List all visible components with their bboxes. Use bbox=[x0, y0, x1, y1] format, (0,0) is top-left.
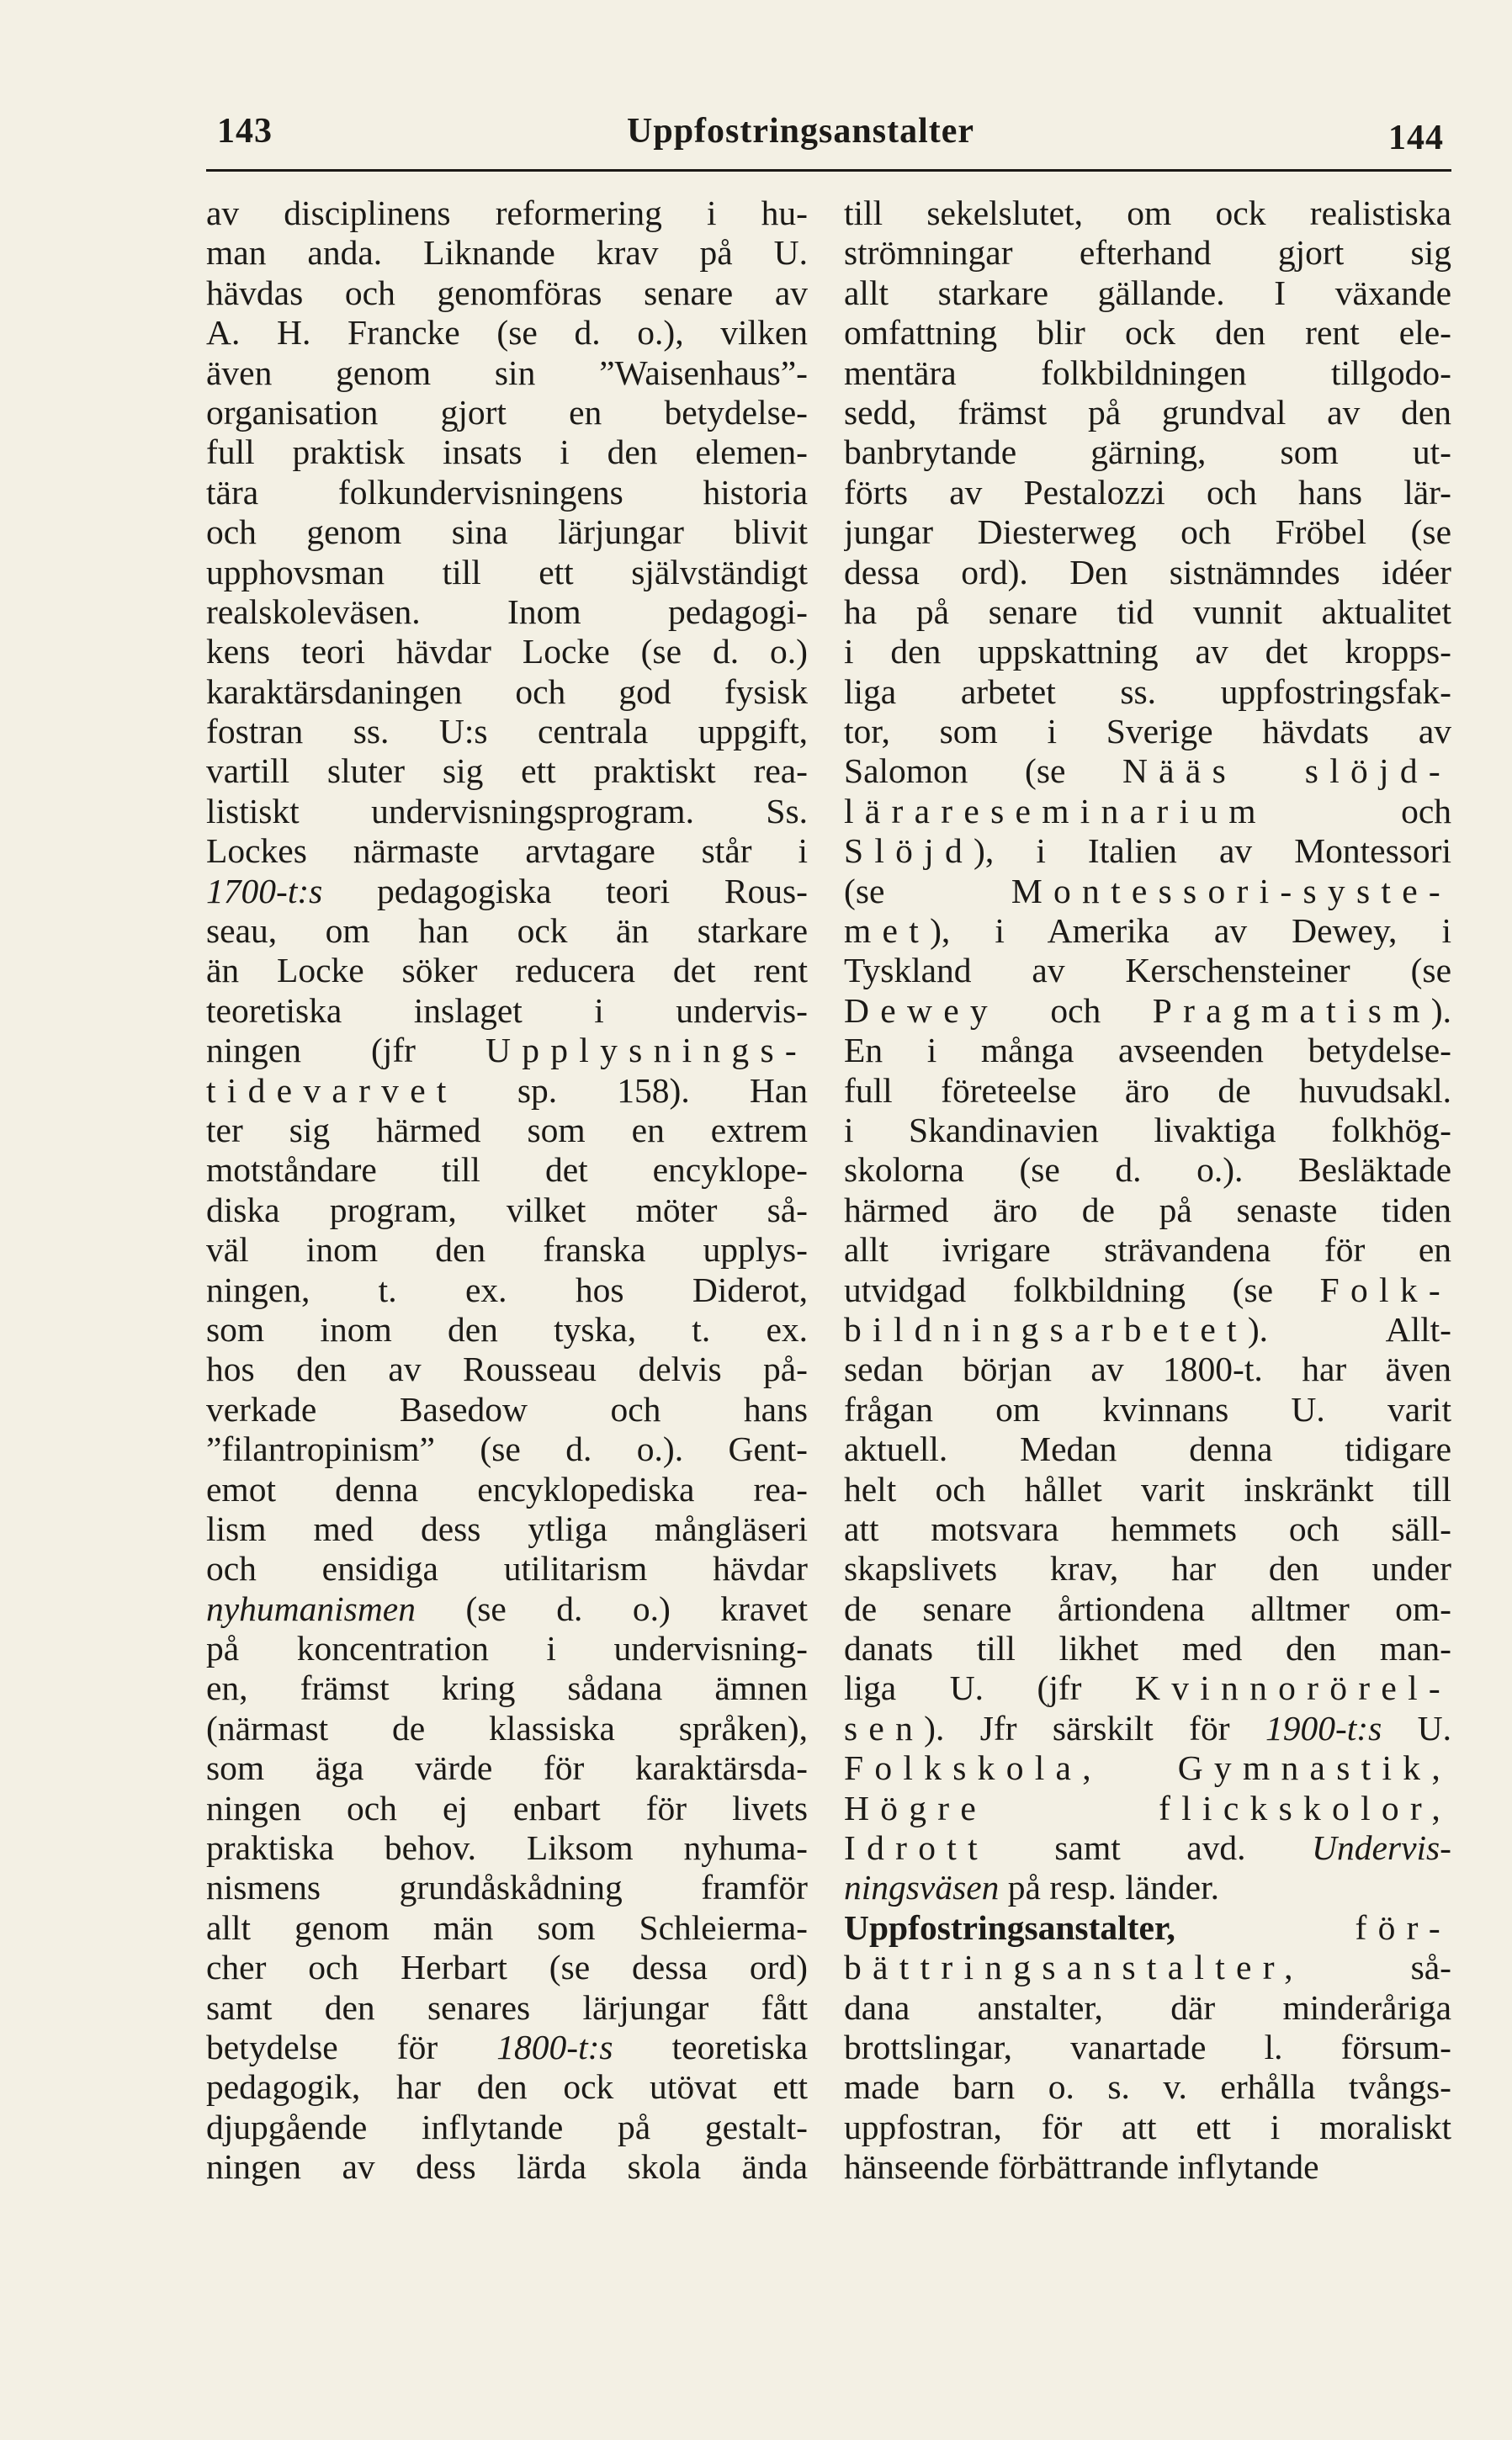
text-run: jungar Diesterweg och Fröbel (se bbox=[844, 512, 1451, 552]
text-run: En i många avseenden betydelse- bbox=[844, 1031, 1451, 1070]
text-run: ningen och ej enbart för livets bbox=[206, 1788, 808, 1827]
text-run: Montessori-syste- bbox=[1011, 871, 1451, 910]
text-run: ningen (jfr bbox=[206, 1031, 485, 1070]
text-run: Högre flickskolor, bbox=[844, 1788, 1451, 1827]
text-line bbox=[206, 1390, 808, 1430]
text-line bbox=[206, 1828, 808, 1868]
text-line bbox=[206, 951, 808, 990]
text-run: karaktärsdaningen och god fysisk bbox=[206, 671, 808, 711]
text-line bbox=[844, 1430, 1451, 1469]
text-run: teoretiska inslaget i undervis- bbox=[206, 990, 808, 1030]
text-run: diska program, vilket möter så- bbox=[206, 1190, 808, 1229]
text-run: ). Jfr särskilt för bbox=[924, 1708, 1265, 1748]
text-line bbox=[844, 393, 1451, 432]
text-line bbox=[206, 2067, 808, 2107]
text-run: realskoleväsen. Inom pedagogi- bbox=[206, 591, 808, 631]
text-run: ), i Italien av Montessori bbox=[974, 831, 1451, 871]
text-line bbox=[206, 1230, 808, 1270]
text-run: ningen av dess lärda skola ända bbox=[206, 2147, 808, 2187]
text-line bbox=[206, 592, 808, 632]
text-run: dana anstalter, där minderåriga bbox=[844, 1987, 1451, 2027]
text-line bbox=[206, 1270, 808, 1310]
text-run: Nääs slöjd- bbox=[1122, 751, 1451, 791]
text-run: (närmast de klassiska språken), bbox=[206, 1708, 808, 1748]
text-line bbox=[844, 273, 1451, 313]
text-run: Pragmatism bbox=[1152, 990, 1431, 1030]
text-line bbox=[206, 1589, 808, 1629]
text-run: allt genom män som Schleierma- bbox=[206, 1907, 808, 1947]
text-run: nyhumanismen bbox=[206, 1589, 416, 1628]
text-line bbox=[844, 1629, 1451, 1668]
text-line bbox=[206, 1668, 808, 1708]
text-run: upphovsman till ett självständigt bbox=[206, 552, 808, 591]
text-line bbox=[206, 273, 808, 313]
text-run: man anda. Liknande krav på U. bbox=[206, 233, 808, 273]
text-line bbox=[844, 792, 1451, 831]
text-run: verkade Basedow och hans bbox=[206, 1389, 808, 1429]
text-line bbox=[844, 1470, 1451, 1509]
text-run: 1900-t:s bbox=[1265, 1708, 1382, 1748]
text-run: till sekelslutet, om ock realistiska bbox=[844, 194, 1451, 232]
text-line bbox=[206, 393, 808, 432]
text-line bbox=[844, 1549, 1451, 1589]
text-line bbox=[844, 1111, 1451, 1150]
text-run: listiskt undervisningsprogram. Ss. bbox=[206, 791, 808, 830]
text-line bbox=[206, 194, 808, 233]
text-run: Slöjd bbox=[844, 831, 974, 871]
text-run: utvidgad folkbildning (se bbox=[844, 1270, 1320, 1309]
text-run: full företeelse äro de huvudsakl. bbox=[844, 1070, 1451, 1110]
text-run: och bbox=[998, 990, 1153, 1030]
text-run: pedagogik, har den ock utövat ett bbox=[206, 2067, 808, 2107]
text-run: samt avd. bbox=[988, 1828, 1313, 1868]
text-run: ter sig härmed som en extrem bbox=[206, 1110, 808, 1149]
text-line bbox=[844, 1390, 1451, 1430]
text-line bbox=[844, 1589, 1451, 1629]
text-run: ha på senare tid vunnit aktualitet bbox=[844, 591, 1451, 631]
text-run: ). Allt- bbox=[1247, 1309, 1451, 1349]
text-run: att motsvara hemmets och säll- bbox=[844, 1509, 1451, 1548]
text-line bbox=[206, 1031, 808, 1070]
text-line bbox=[844, 872, 1451, 911]
text-line bbox=[844, 2028, 1451, 2067]
text-line bbox=[844, 1270, 1451, 1310]
text-run: sedan början av 1800-t. har även bbox=[844, 1350, 1451, 1389]
text-run: full praktisk insats i den elemen- bbox=[206, 432, 808, 472]
text-run: sen bbox=[844, 1708, 925, 1748]
text-line bbox=[844, 1230, 1451, 1270]
text-run: cher och Herbart (se dessa ord) bbox=[206, 1948, 808, 1987]
text-run: lism med dess ytliga mångläseri bbox=[206, 1509, 808, 1548]
text-line bbox=[844, 712, 1451, 751]
text-run: skolorna (se d. o.). Besläktade bbox=[844, 1150, 1451, 1190]
text-line bbox=[206, 991, 808, 1031]
text-run: uppfostran, för att ett i moraliskt bbox=[844, 2107, 1451, 2146]
text-line bbox=[206, 233, 808, 273]
text-line bbox=[206, 1111, 808, 1150]
text-line bbox=[844, 553, 1451, 592]
text-line bbox=[206, 872, 808, 911]
text-line bbox=[206, 1191, 808, 1230]
text-run: Undervis- bbox=[1312, 1828, 1451, 1868]
text-line bbox=[206, 1071, 808, 1111]
text-line bbox=[844, 592, 1451, 632]
text-line bbox=[844, 991, 1451, 1031]
text-line bbox=[844, 831, 1451, 871]
text-run bbox=[1175, 1908, 1355, 1947]
text-line bbox=[206, 792, 808, 831]
text-line bbox=[844, 1868, 1451, 1907]
text-run: så- bbox=[1303, 1948, 1451, 1987]
text-line bbox=[844, 672, 1451, 712]
text-line bbox=[844, 1948, 1451, 1987]
text-line bbox=[844, 1350, 1451, 1389]
text-run: Folkskola, bbox=[844, 1748, 1102, 1788]
text-run: dessa ord). Den sistnämndes idéer bbox=[844, 552, 1451, 591]
text-run: hävdas och genomföras senare av bbox=[206, 273, 808, 312]
text-run: mentära folkbildningen tillgodo- bbox=[844, 353, 1451, 392]
text-line bbox=[206, 1868, 808, 1907]
text-line bbox=[844, 353, 1451, 393]
text-line bbox=[844, 1908, 1451, 1948]
text-run: på koncentration i undervisning- bbox=[206, 1629, 808, 1668]
text-run: (se bbox=[844, 871, 1011, 910]
text-run: emot denna encyklopediska rea- bbox=[206, 1469, 808, 1509]
text-run: de senare årtiondena alltmer om- bbox=[844, 1589, 1451, 1628]
text-line bbox=[206, 1350, 808, 1389]
text-line bbox=[844, 911, 1451, 951]
text-run: met bbox=[844, 911, 931, 951]
page-number-right: 144 bbox=[1388, 119, 1444, 157]
text-line bbox=[206, 712, 808, 751]
text-run: ”filantropinism” (se d. o.). Gent- bbox=[206, 1430, 808, 1469]
text-run: strömningar efterhand gjort sig bbox=[844, 233, 1451, 273]
text-run: organisation gjort en betydelse- bbox=[206, 392, 808, 432]
text-line bbox=[844, 1709, 1451, 1748]
text-run: bättringsanstalter, bbox=[844, 1948, 1304, 1987]
text-run: danats till likhet med den man- bbox=[844, 1629, 1451, 1668]
text-line bbox=[206, 1549, 808, 1589]
text-line bbox=[206, 2147, 808, 2187]
text-line bbox=[206, 672, 808, 712]
text-run: pedagogiska teori Rous- bbox=[322, 871, 808, 910]
text-line bbox=[206, 1150, 808, 1190]
text-line bbox=[206, 1709, 808, 1748]
text-run: tor, som i Sverige hävdats av bbox=[844, 712, 1451, 751]
running-head-title: Uppfostringsanstalter bbox=[627, 112, 975, 151]
text-run: ningsväsen bbox=[844, 1868, 1000, 1907]
text-run: och ensidiga utilitarism hävdar bbox=[206, 1549, 808, 1589]
text-line bbox=[206, 1430, 808, 1469]
text-run: nismens grundåskådning framför bbox=[206, 1868, 808, 1907]
text-run: Idrott bbox=[844, 1828, 989, 1868]
text-run: lärareseminarium bbox=[844, 791, 1267, 830]
text-line bbox=[844, 2108, 1451, 2147]
text-line bbox=[206, 553, 808, 592]
text-line bbox=[206, 1310, 808, 1350]
text-run: allt ivrigare strävandena för en bbox=[844, 1230, 1451, 1270]
text-run: seau, om han ock än starkare bbox=[206, 911, 808, 951]
text-run: banbrytande gärning, som ut- bbox=[844, 432, 1451, 472]
text-line bbox=[206, 512, 808, 552]
text-line bbox=[844, 432, 1451, 472]
text-run: och genom sina lärjungar blivit bbox=[206, 512, 808, 552]
text-run: för- bbox=[1355, 1907, 1451, 1947]
page-number-left: 143 bbox=[217, 112, 273, 151]
text-line bbox=[206, 432, 808, 472]
text-run: Upplysnings- bbox=[485, 1031, 808, 1070]
text-run: Tyskland av Kerschensteiner (se bbox=[844, 951, 1451, 990]
text-run: sp. 158). Han bbox=[457, 1070, 808, 1110]
text-run: Gymnastik, bbox=[1177, 1748, 1451, 1788]
text-run: Lockes närmaste arvtagare står i bbox=[206, 831, 808, 871]
text-line bbox=[844, 1828, 1451, 1868]
text-line bbox=[206, 353, 808, 393]
text-run: U. bbox=[1382, 1708, 1451, 1748]
text-run: kens teori hävdar Locke (se d. o.) bbox=[206, 632, 808, 671]
text-run: hos den av Rousseau delvis på- bbox=[206, 1350, 808, 1389]
text-line bbox=[206, 632, 808, 671]
right-text-column bbox=[844, 194, 1451, 2188]
text-run: 1700-t:s bbox=[206, 871, 323, 910]
text-run: praktiska behov. Liksom nyhuma- bbox=[206, 1828, 808, 1868]
text-line bbox=[844, 1509, 1451, 1549]
text-run: vartill sluter sig ett praktiskt rea- bbox=[206, 751, 808, 791]
text-line bbox=[206, 1948, 808, 1987]
text-run: samt den senares lärjungar fått bbox=[206, 1987, 808, 2027]
text-line bbox=[844, 1748, 1451, 1788]
text-run: Dewey bbox=[844, 990, 999, 1030]
text-line bbox=[206, 473, 808, 512]
text-run: och bbox=[1266, 791, 1451, 830]
text-run: Uppfostringsanstalter, bbox=[844, 1907, 1175, 1947]
text-run: även genom sin ”Waisenhaus”- bbox=[206, 353, 808, 392]
text-run: fostran ss. U:s centrala uppgift, bbox=[206, 712, 808, 751]
text-run: aktuell. Medan denna tidigare bbox=[844, 1430, 1451, 1469]
text-run: (se d. o.) kravet bbox=[415, 1589, 808, 1628]
text-run: ). bbox=[1430, 990, 1451, 1030]
text-run: ningen, t. ex. hos Diderot, bbox=[206, 1270, 808, 1309]
text-run: omfattning blir ock den rent ele- bbox=[844, 313, 1451, 353]
text-line bbox=[206, 1509, 808, 1549]
text-run: ), i Amerika av Dewey, i bbox=[930, 911, 1451, 951]
text-run: en, främst kring sådana ämnen bbox=[206, 1668, 808, 1708]
text-line bbox=[844, 1988, 1451, 2028]
text-line bbox=[206, 1748, 808, 1788]
text-line bbox=[206, 911, 808, 951]
text-run: teoretiska bbox=[613, 2027, 808, 2066]
text-run: sedd, främst på grundval av den bbox=[844, 392, 1451, 432]
text-run: tidevarvet bbox=[206, 1070, 458, 1110]
text-run: i Skandinavien livaktiga folkhög- bbox=[844, 1110, 1451, 1149]
text-run: tära folkundervisningens historia bbox=[206, 472, 808, 512]
text-line bbox=[844, 1071, 1451, 1111]
text-run: på resp. länder. bbox=[999, 1868, 1220, 1907]
text-line bbox=[844, 1191, 1451, 1230]
text-run: än Locke söker reducera det rent bbox=[206, 951, 808, 990]
text-line bbox=[844, 2067, 1451, 2107]
text-run: bildningsarbetet bbox=[844, 1309, 1248, 1349]
text-run: made barn o. s. v. erhålla tvångs- bbox=[844, 2067, 1451, 2107]
text-run: Folk- bbox=[1319, 1270, 1451, 1309]
text-run: skapslivets krav, har den under bbox=[844, 1549, 1451, 1589]
text-run: 1800-t:s bbox=[496, 2027, 613, 2066]
text-line bbox=[206, 2108, 808, 2147]
text-line bbox=[844, 1789, 1451, 1828]
text-line bbox=[206, 2028, 808, 2067]
text-line bbox=[844, 1310, 1451, 1350]
text-run bbox=[1102, 1748, 1178, 1787]
text-line bbox=[844, 512, 1451, 552]
text-run: brottslingar, vanartade l. försum- bbox=[844, 2027, 1451, 2066]
text-run: helt och hållet varit inskränkt till bbox=[844, 1469, 1451, 1509]
text-line bbox=[844, 2147, 1451, 2187]
text-line bbox=[206, 313, 808, 353]
text-run: A. H. Francke (se d. o.), vilken bbox=[206, 313, 808, 353]
text-line bbox=[844, 1150, 1451, 1190]
text-line bbox=[206, 1470, 808, 1509]
text-line bbox=[844, 194, 1451, 233]
text-run: av disciplinens reformering i hu- bbox=[206, 194, 808, 232]
text-run: förts av Pestalozzi och hans lär- bbox=[844, 472, 1451, 512]
text-run: hänseende förbättrande inflytande bbox=[844, 2147, 1319, 2187]
text-run: väl inom den franska upplys- bbox=[206, 1230, 808, 1270]
text-line bbox=[844, 473, 1451, 512]
text-line bbox=[844, 1668, 1451, 1708]
text-run: härmed äro de på senaste tiden bbox=[844, 1190, 1451, 1229]
text-line bbox=[206, 1789, 808, 1828]
text-line bbox=[844, 951, 1451, 990]
text-line bbox=[206, 831, 808, 871]
text-line bbox=[206, 1629, 808, 1668]
text-line bbox=[844, 632, 1451, 671]
text-run: frågan om kvinnans U. varit bbox=[844, 1389, 1451, 1429]
text-line bbox=[206, 1988, 808, 2028]
text-run: Kvinnorörel- bbox=[1134, 1668, 1451, 1708]
text-run: i den uppskattning av det kropps- bbox=[844, 632, 1451, 671]
text-run: djupgående inflytande på gestalt- bbox=[206, 2107, 808, 2146]
text-run: liga U. (jfr bbox=[844, 1668, 1135, 1708]
text-run: Salomon (se bbox=[844, 751, 1122, 791]
text-line bbox=[206, 1908, 808, 1948]
left-text-column bbox=[206, 194, 808, 2188]
text-line bbox=[206, 751, 808, 791]
text-run: betydelse för bbox=[206, 2027, 497, 2066]
text-line bbox=[844, 233, 1451, 273]
text-run: allt starkare gällande. I växande bbox=[844, 273, 1451, 312]
text-run: som inom den tyska, t. ex. bbox=[206, 1309, 808, 1349]
text-run: som äga värde för karaktärsda- bbox=[206, 1748, 808, 1788]
text-line bbox=[844, 1031, 1451, 1070]
text-run: motståndare till det encyklope- bbox=[206, 1150, 808, 1190]
header-rule bbox=[206, 169, 1451, 172]
text-run: liga arbetet ss. uppfostringsfak- bbox=[844, 671, 1451, 711]
text-line bbox=[844, 313, 1451, 353]
text-line bbox=[844, 751, 1451, 791]
